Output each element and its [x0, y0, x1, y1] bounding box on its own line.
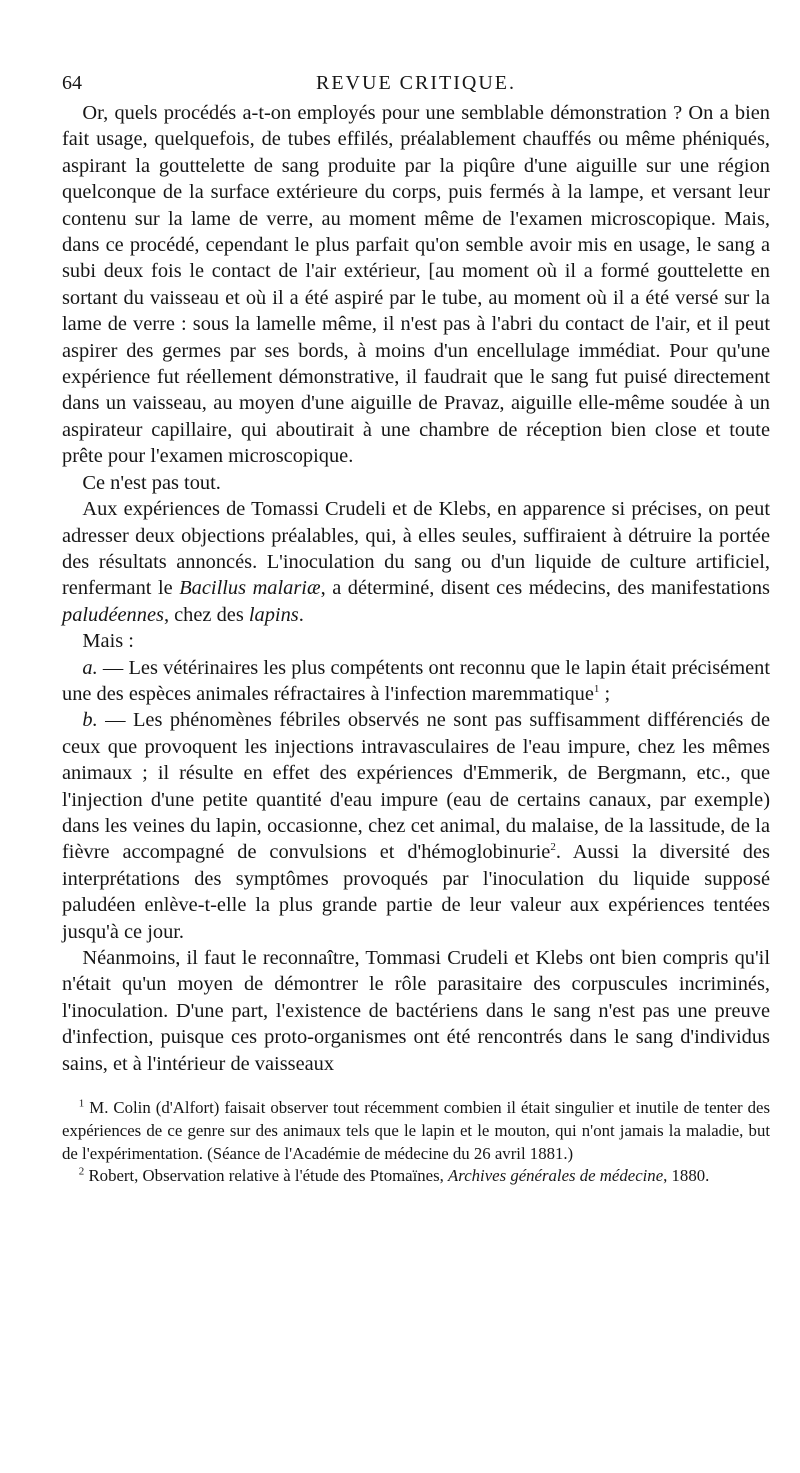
footnote-1: [62, 1097, 770, 1165]
paragraph-3-text-b: , a déterminé, disent ces médecins, des manifestations: [320, 577, 770, 600]
paragraph-4: Mais :: [82, 630, 134, 653]
footnote-2-mark: 2: [78, 1165, 85, 1178]
footnote-ref-1: 1: [593, 683, 600, 696]
paragraph-3-text-d: .: [298, 603, 304, 626]
footnote-2-text: Robert, Observation relative à l'étude des Ptomaïnes,: [84, 1166, 449, 1186]
paragraph-3-text-c: , chez des: [163, 603, 249, 626]
species-name: Bacillus malariæ: [179, 577, 321, 600]
journal-title: Archives générales de médecine: [448, 1166, 664, 1186]
running-title: REVUE CRITIQUE.: [316, 72, 516, 94]
document-page: [62, 72, 770, 1188]
paragraph-3-text-a: Aux expériences de Tomassi Crudeli et de Klebs, en apparence si précises, on peut adresser deux objections préalables, qui, à elles seules, suffiraient à détruire la portée des résultats annoncés. L'inoculation du sang ou d'un liquide de culture artificiel, renfermant le: [62, 498, 770, 600]
paragraph-2: Ce n'est pas tout.: [82, 471, 221, 494]
item-b-end: . Aussi la diversité des interprétations des symptômes provoqués par l'inoculation du liquide supposé paludéen enlève-t-elle la plus grande partie de leur valeur aux expériences tentées jusqu'à ce jour.: [62, 841, 770, 943]
page-number: 64: [62, 72, 82, 94]
footnote-1-mark: 1: [78, 1097, 85, 1110]
body-text: [62, 100, 770, 1077]
footnote-ref-2: 2: [550, 841, 556, 854]
item-label-b: b.: [82, 709, 98, 732]
item-a-text: — Les vétérinaires les plus compétents ont reconnu que le lapin était précisément une des espèces animales réfractaires à l'infection maremmatique: [62, 656, 770, 705]
running-header: [62, 72, 770, 100]
item-label-a: a.: [82, 656, 98, 679]
emphasis-lapins: lapins: [248, 603, 299, 626]
item-a-end: ;: [599, 682, 611, 705]
emphasis-paludeennes: paludéennes: [62, 603, 164, 626]
paragraph-1: Or, quels procédés a-t-on employés pour une semblable démonstration ? On a bien fait usage, quelquefois, de tubes effilés, préalablement chauffés ou même phéniqués, aspirant la gouttelette de sang produite par la piqûre d'une aiguille sur une région quelconque de la surface extérieure du corps, puis fermés à la lampe, et versant leur contenu sur la lame de verre, au moment même de l'examen microscopique. Mais, dans ce procédé, cependant le plus parfait qu'on semble avoir mis en usage, le sang a subi deux fois le contact de l'air extérieur, [au moment où il a formé gouttelette en sortant du vaisseau et où il a été aspiré par le tube, au moment où il a été versé sur la lame de verre : sous la lamelle même, il n'est pas à l'abri du contact de l'air, et il peut aspirer des germes par ses bords, à moins d'un encellulage immédiat. Pour qu'une expérience fut réellement démonstrative, il faudrait que le sang fut puisé directement dans un vaisseau, au moyen d'une aiguille de Pravaz, aiguille elle-même soudée à un aspirateur capillaire, qui aboutirait à une chambre de réception bien close et toute prête pour l'examen microscopique.: [62, 102, 770, 468]
list-item-a: [62, 655, 770, 708]
paragraph-7: Néanmoins, il faut le reconnaître, Tommasi Crudeli et Klebs ont bien compris qu'il n'était qu'un moyen de démontrer le rôle parasitaire des corpuscules incriminés, l'inoculation. D'une part, l'existence de bactériens dans le sang n'est pas une preuve d'infection, puisque ces proto-organismes ont été rencontrés dans le sang d'individus sains, et à l'intérieur de vaisseaux: [62, 947, 770, 1075]
paragraph-3: [62, 496, 770, 628]
footnote-2: [62, 1165, 770, 1188]
list-item-b: [62, 707, 770, 945]
footnote-2-end: , 1880.: [663, 1166, 710, 1186]
footnote-1-text: M. Colin (d'Alfort) faisait observer tout récemment combien il était singulier et inutile de tenter des expériences de ce genre sur des animaux tels que le lapin et le mouton, qui n'ont jamais la maladie, but de l'expérimentation. (Séance de l'Académie de médecine du 26 avril 1881.): [62, 1098, 770, 1163]
item-b-text: — Les phénomènes fébriles observés ne sont pas suffisamment différenciés de ceux que provoquent les injections intravasculaires de l'eau impure, chez les mêmes animaux ; il résulte en effet des expériences d'Emmerik, de Bergmann, etc., que l'injection d'une petite quantité d'eau impure (eau de certains canaux, par exemple) dans les veines du lapin, occasionne, chez cet animal, du malaise, de la lassitude, de la fièvre accompagné de convulsions et d'hémoglobinurie: [62, 709, 770, 864]
footnotes: [62, 1097, 770, 1188]
